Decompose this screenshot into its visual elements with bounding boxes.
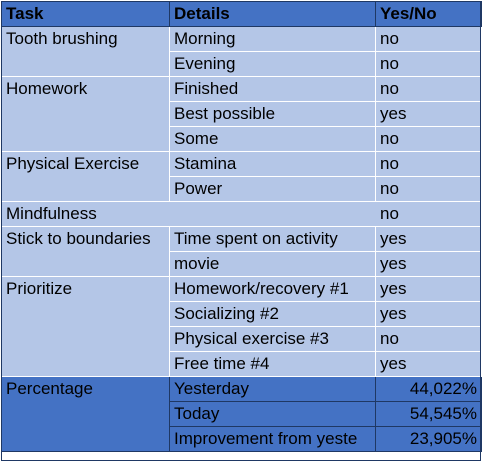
percentage-label-cell[interactable]: Today (170, 402, 376, 427)
detail-cell[interactable]: Stamina (170, 152, 376, 177)
detail-cell[interactable]: Finished (170, 77, 376, 102)
percentage-label-cell[interactable]: Yesterday (170, 377, 376, 402)
task-cell-percentage[interactable]: Percentage (2, 377, 170, 452)
detail-cell[interactable]: Best possible (170, 102, 376, 127)
table-row (2, 152, 482, 177)
detail-cell[interactable]: Evening (170, 52, 376, 77)
percentage-value-cell[interactable]: 44,022% (376, 377, 482, 402)
header-details[interactable]: Details (170, 2, 376, 27)
header-task[interactable]: Task (2, 2, 170, 27)
detail-cell[interactable]: Socializing #2 (170, 302, 376, 327)
task-cell-physical-exercise[interactable]: Physical Exercise (2, 152, 170, 202)
value-cell[interactable]: no (376, 177, 482, 202)
task-cell-homework[interactable]: Homework (2, 77, 170, 152)
percentage-value-cell[interactable]: 23,905% (376, 427, 482, 452)
value-cell[interactable]: no (376, 77, 482, 102)
spreadsheet (1, 1, 481, 461)
task-cell-stick-to-boundaries[interactable]: Stick to boundaries (2, 227, 170, 277)
value-cell[interactable]: yes (376, 252, 482, 277)
value-cell[interactable]: no (376, 152, 482, 177)
table-row (2, 277, 482, 302)
value-cell[interactable]: no (376, 327, 482, 352)
table-row (2, 202, 482, 227)
percentage-value-cell[interactable]: 54,545% (376, 402, 482, 427)
header-yes-no[interactable]: Yes/No (376, 2, 482, 27)
task-cell-mindfulness[interactable]: Mindfulness (2, 202, 376, 227)
task-cell-tooth-brushing[interactable]: Tooth brushing (2, 27, 170, 77)
detail-cell[interactable]: Homework/recovery #1 (170, 277, 376, 302)
value-cell[interactable]: yes (376, 102, 482, 127)
value-cell[interactable]: no (376, 52, 482, 77)
value-cell[interactable]: no (376, 202, 482, 227)
value-cell[interactable]: yes (376, 277, 482, 302)
task-cell-prioritize[interactable]: Prioritize (2, 277, 170, 377)
table-row (2, 227, 482, 252)
detail-cell[interactable]: movie (170, 252, 376, 277)
value-cell[interactable]: yes (376, 352, 482, 377)
task-table (1, 1, 482, 452)
detail-cell[interactable]: Power (170, 177, 376, 202)
detail-cell[interactable]: Physical exercise #3 (170, 327, 376, 352)
value-cell[interactable]: yes (376, 302, 482, 327)
value-cell[interactable]: no (376, 127, 482, 152)
percentage-label-cell[interactable]: Improvement from yeste (170, 427, 376, 452)
detail-cell[interactable]: Time spent on activity (170, 227, 376, 252)
table-row (2, 27, 482, 52)
detail-cell[interactable]: Free time #4 (170, 352, 376, 377)
percentage-row (2, 377, 482, 402)
detail-cell[interactable]: Morning (170, 27, 376, 52)
value-cell[interactable]: yes (376, 227, 482, 252)
table-row (2, 77, 482, 102)
detail-cell[interactable]: Some (170, 127, 376, 152)
value-cell[interactable]: no (376, 27, 482, 52)
header-row (2, 2, 482, 27)
